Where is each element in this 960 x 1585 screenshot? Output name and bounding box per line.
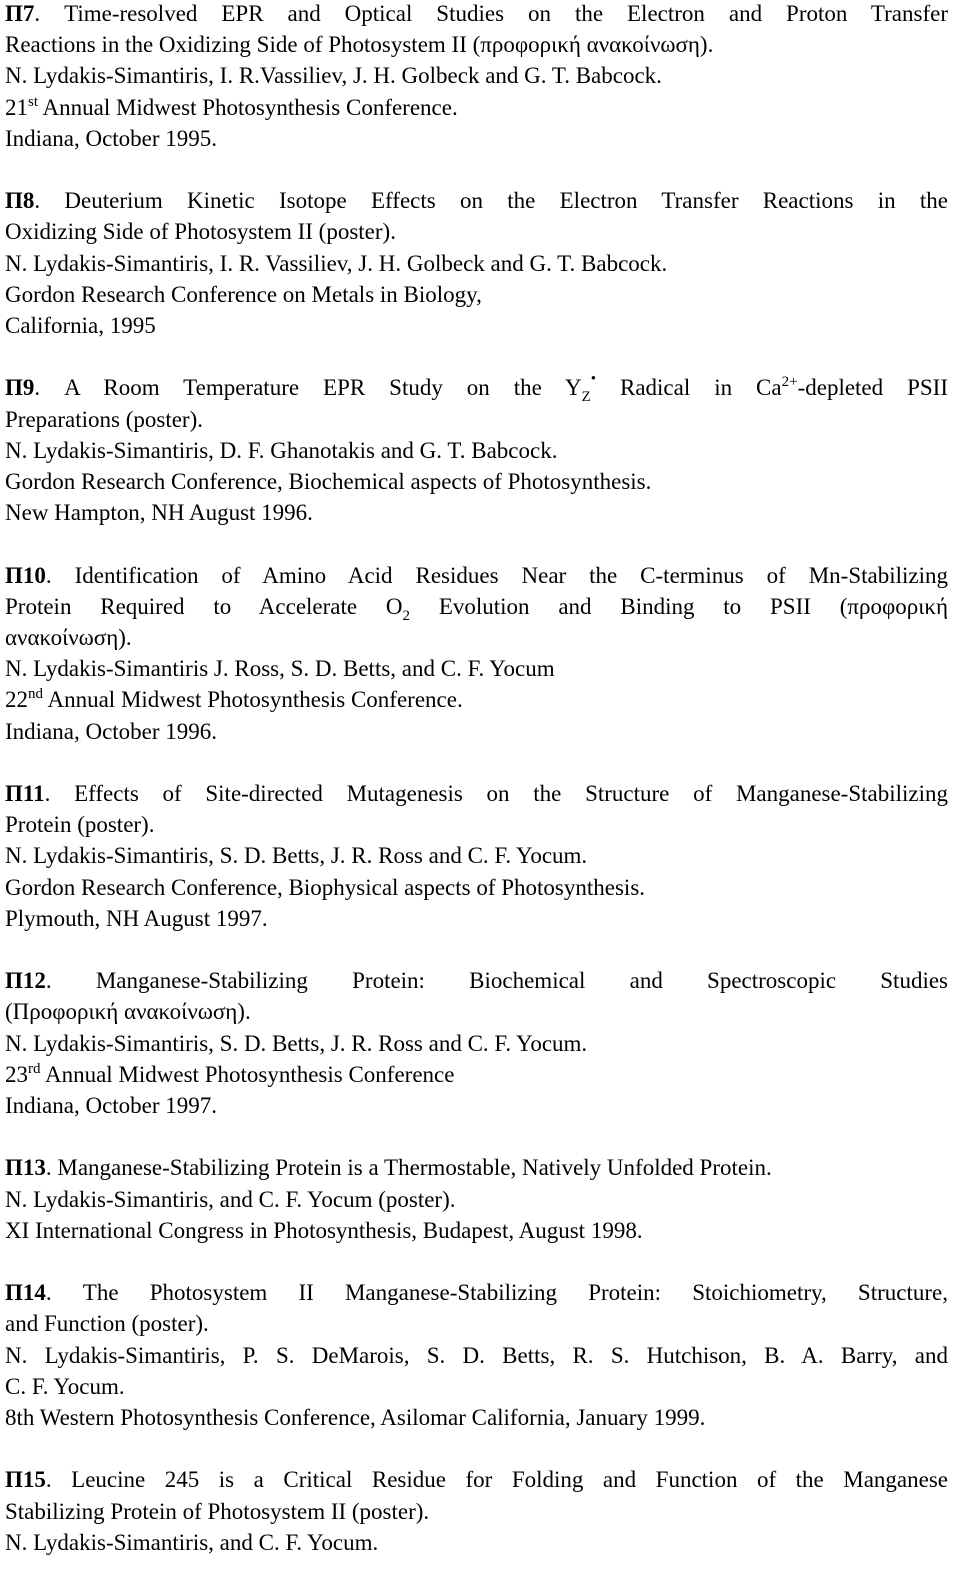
entry-number: Π11 bbox=[5, 781, 45, 807]
entry-title-line: and Function (poster). bbox=[5, 1311, 209, 1337]
entry-title-line bbox=[5, 0, 948, 29]
entry-venue: Gordon Research Conference, Biochemical aspects of Photosynthesis. bbox=[5, 469, 652, 495]
entry-p9 bbox=[5, 372, 948, 528]
entry-p7 bbox=[5, 0, 948, 154]
entry-p12 bbox=[5, 965, 948, 1121]
entry-place: Indiana, October 1996. bbox=[5, 718, 218, 744]
entry-title-text: . Time-resolved EPR and Optical Studies on the Electron and Proton Transfer bbox=[34, 1, 948, 26]
entry-venue bbox=[5, 1059, 948, 1090]
venue-ordinal-suffix: nd bbox=[28, 686, 43, 703]
entry-place: New Hampton, NH August 1996. bbox=[5, 500, 313, 526]
entry-number: Π7 bbox=[5, 1, 35, 26]
venue-ordinal: 21 bbox=[5, 94, 28, 120]
entry-title-line: Stabilizing Protein of Photosystem II (poster). bbox=[5, 1498, 430, 1524]
entry-authors: N. Lydakis-Simantiris, P. S. DeMarois, S. D. Betts, R. S. Hutchison, B. A. Barry, and bbox=[5, 1342, 948, 1368]
entry-authors: N. Lydakis-Simantiris, D. F. Ghanotakis and G. T. Babcock. bbox=[5, 437, 558, 463]
radical-dot: • bbox=[590, 371, 597, 388]
entry-title-text: . Deuterium Kinetic Isotope Effects on the Electron Transfer Reactions in the bbox=[34, 188, 948, 214]
entry-title-text: . Effects of Site-directed Mutagenesis on the Structure of Manganese-Stabilizing bbox=[44, 781, 948, 807]
entry-title-line bbox=[5, 1277, 948, 1308]
entry-p8 bbox=[5, 185, 948, 341]
venue-ordinal: 23 bbox=[5, 1061, 28, 1087]
venue-text: Annual Midwest Photosynthesis Conference bbox=[40, 1061, 455, 1087]
superscript-charge: 2+ bbox=[781, 374, 798, 391]
entry-authors: C. F. Yocum. bbox=[5, 1373, 125, 1399]
venue-ordinal: 22 bbox=[5, 687, 28, 713]
entry-title-line: Preparations (poster). bbox=[5, 406, 203, 432]
entry-p13 bbox=[5, 1152, 948, 1246]
entry-place: California, 1995 bbox=[5, 313, 156, 339]
entry-place: Indiana, October 1995. bbox=[5, 125, 218, 151]
entry-title-line: Oxidizing Side of Photosystem II (poster). bbox=[5, 219, 396, 245]
venue-text: Annual Midwest Photosynthesis Conference. bbox=[38, 94, 458, 120]
entry-authors: N. Lydakis-Simantiris, S. D. Betts, J. R. Ross and C. F. Yocum. bbox=[5, 843, 588, 869]
entry-number: Π13 bbox=[5, 1155, 46, 1181]
venue-text: Annual Midwest Photosynthesis Conference. bbox=[43, 687, 463, 713]
entry-title-text: Evolution and Binding to PSII (προφορική bbox=[410, 593, 949, 619]
entry-title-text: -depleted PSII bbox=[797, 375, 949, 401]
entry-venue bbox=[5, 684, 948, 715]
subscript-z: Z bbox=[581, 389, 591, 406]
entry-place: Indiana, October 1997. bbox=[5, 1093, 218, 1119]
entry-p10 bbox=[5, 560, 948, 747]
entry-title-text: . Manganese-Stabilizing Protein is a Thermostable, Natively Unfolded Protein. bbox=[45, 1155, 772, 1181]
entry-venue: 8th Western Photosynthesis Conference, Asilomar California, January 1999. bbox=[5, 1405, 706, 1431]
entry-p14 bbox=[5, 1277, 948, 1433]
entry-title-text: Protein Required to Accelerate O bbox=[5, 593, 403, 619]
entry-number: Π15 bbox=[5, 1467, 46, 1493]
entry-title-line bbox=[5, 185, 948, 216]
entry-venue: Gordon Research Conference on Metals in Biology, bbox=[5, 281, 482, 307]
entry-p15 bbox=[5, 1464, 948, 1558]
entry-authors: N. Lydakis-Simantiris, and C. F. Yocum (poster). bbox=[5, 1186, 456, 1212]
entry-title-line bbox=[5, 965, 948, 996]
entry-title-line bbox=[5, 1464, 948, 1495]
subscript-2: 2 bbox=[402, 607, 411, 624]
entry-title-text: . Manganese-Stabilizing Protein: Biochemical and Spectroscopic Studies bbox=[45, 968, 948, 994]
entry-title-line bbox=[5, 1152, 948, 1183]
entry-venue: Gordon Research Conference, Biophysical aspects of Photosynthesis. bbox=[5, 874, 646, 900]
entry-title-text: Radical in Ca bbox=[596, 375, 782, 401]
entry-number: Π14 bbox=[5, 1280, 46, 1306]
entry-title-text: . Leucine 245 is a Critical Residue for Folding and Function of the Manganese bbox=[45, 1467, 948, 1493]
entry-title-line: (Προφορική ανακοίνωση). bbox=[5, 999, 251, 1025]
entry-authors: N. Lydakis-Simantiris, I. R. Vassiliev, J. H. Golbeck and G. T. Babcock. bbox=[5, 250, 668, 276]
entry-authors: N. Lydakis-Simantiris, I. R.Vassiliev, J. H. Golbeck and G. T. Babcock. bbox=[5, 63, 662, 89]
entry-number: Π12 bbox=[5, 968, 46, 994]
entry-venue bbox=[5, 92, 948, 123]
venue-ordinal-suffix: st bbox=[28, 93, 39, 110]
entry-authors: N. Lydakis-Simantiris J. Ross, S. D. Betts, and C. F. Yocum bbox=[5, 656, 555, 682]
entry-number: Π8 bbox=[5, 188, 35, 214]
entry-p11 bbox=[5, 778, 948, 934]
entry-place: Plymouth, NH August 1997. bbox=[5, 905, 268, 931]
entry-title-line bbox=[5, 371, 949, 406]
entry-authors: N. Lydakis-Simantiris, S. D. Betts, J. R. Ross and C. F. Yocum. bbox=[5, 1030, 588, 1056]
entry-title-line bbox=[5, 778, 948, 809]
entry-title-text: . The Photosystem II Manganese-Stabilizing Protein: Stoichiometry, Structure, bbox=[45, 1280, 948, 1306]
entry-title-line: ανακοίνωση). bbox=[5, 625, 132, 651]
entry-title-line bbox=[5, 560, 948, 591]
entry-venue: XI International Congress in Photosynthesis, Budapest, August 1998. bbox=[5, 1217, 643, 1243]
entry-title-text: . A Room Temperature EPR Study on the Y bbox=[34, 375, 582, 401]
entry-number: Π10 bbox=[5, 562, 46, 588]
entry-title-line: Protein (poster). bbox=[5, 812, 155, 838]
entry-authors: N. Lydakis-Simantiris, and C. F. Yocum. bbox=[5, 1529, 379, 1555]
entry-title-text: . Identification of Amino Acid Residues Near the C-terminus of Mn-Stabilizing bbox=[45, 562, 948, 588]
venue-ordinal-suffix: rd bbox=[28, 1060, 41, 1077]
entry-title-line: Reactions in the Oxidizing Side of Photosystem II (προφορική ανακοίνωση). bbox=[5, 32, 714, 58]
entry-number: Π9 bbox=[5, 375, 35, 401]
entry-title-line bbox=[5, 591, 948, 622]
